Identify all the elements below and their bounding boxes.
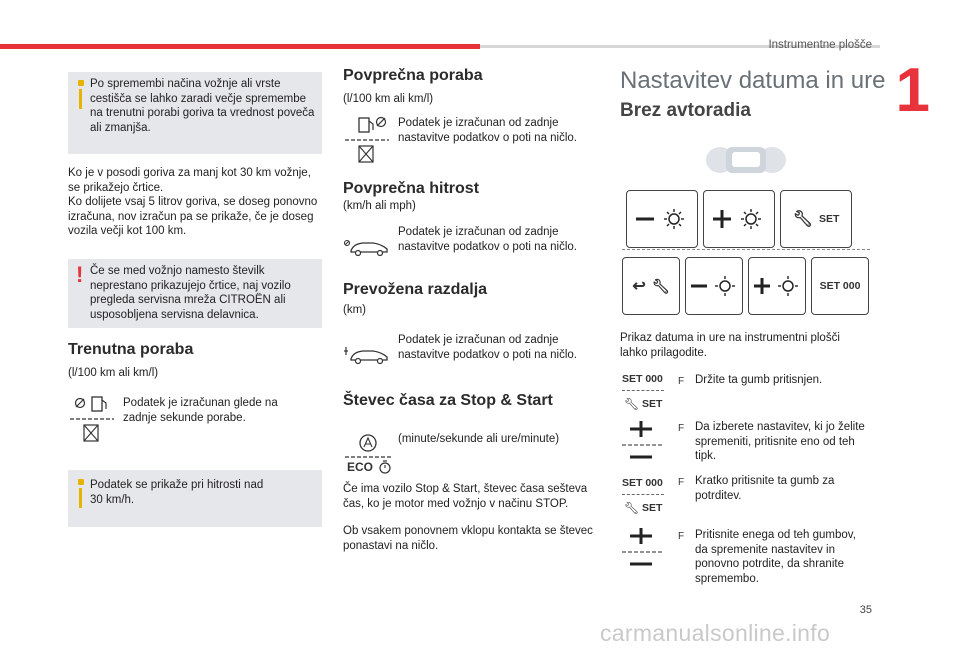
info-box-1 (68, 72, 322, 154)
wrench-icon: 🔧︎ (792, 211, 813, 228)
wrench-icon: 🔧︎ (624, 501, 640, 515)
info-text-2: Podatek se prikaže pri hitrosti nad 30 km/h. (90, 479, 264, 506)
subtitle: Brez avtoradia (620, 100, 751, 121)
info-bar (79, 89, 82, 109)
button-minus-brightness-2[interactable] (685, 257, 743, 315)
button-plus-brightness-2[interactable] (748, 257, 806, 315)
set000-label: SET 000 (622, 373, 663, 385)
fuel-paragraph-2: Ko dolijete vsaj 5 litrov goriva, se doseg ponovno izračuna, nov izračun pa se prikaže, če je doseg vozila večji kot 100 km. (68, 196, 318, 237)
instant-consumption-icon (68, 395, 116, 445)
unit-stop-start: (minute/sekunde ali ure/minute) (398, 433, 560, 445)
eco-label: ECO (347, 460, 374, 474)
unit-distance: (km) (343, 304, 366, 316)
average-consumption-icon (343, 114, 391, 164)
car-speed-icon (343, 235, 391, 259)
warning-icon: ! (76, 262, 84, 287)
set-label: SET (642, 398, 663, 410)
desc-average-speed: Podatek je izračunan od zadnje nastavitve podatkov o poti na ničlo. (398, 226, 578, 253)
button-wrench-set[interactable] (780, 190, 852, 248)
header-red-bar (0, 44, 480, 49)
step2-icon (620, 421, 668, 465)
step1-icon (620, 373, 668, 413)
step4-text: Pritisnite enega od teh gumbov, da spremenite nastavitev in ponovno potrdite, da shranite spremembo. (695, 529, 856, 585)
button-minus-brightness[interactable] (626, 190, 698, 248)
bullet-glyph: F (678, 376, 685, 387)
step3-icon (620, 477, 668, 517)
desc-distance: Podatek je izračunan od zadnje nastavitve podatkov o poti na ničlo. (398, 334, 578, 361)
fuel-paragraph-1: Ko je v posodi goriva za manj kot 30 km vožnje, se prikažejo črtice. (68, 167, 311, 194)
car-distance-icon (343, 343, 391, 367)
watermark: carmanualsonline.info (600, 620, 831, 646)
timer-icon (379, 460, 391, 479)
page-number: 35 (859, 604, 872, 616)
unit-current-consumption: (l/100 km ali km/l) (68, 367, 159, 379)
set000-label: SET 000 (622, 477, 663, 489)
button-plus-brightness[interactable] (703, 190, 775, 248)
step2-text: Da izberete nastavitev, ki jo želite spremeniti, pritisnite eno od teh tipk. (695, 421, 865, 462)
heading-distance: Prevožena razdalja (343, 281, 488, 298)
button-back-wrench[interactable] (622, 257, 680, 315)
dash-line (622, 494, 664, 495)
heading-average-speed: Povprečna hitrost (343, 180, 480, 197)
desc-stop-start-2: Ob vsakem ponovnem vklopu kontakta se števec ponastavi na ničlo. (343, 525, 593, 552)
set000-label: SET 000 (819, 280, 861, 292)
warning-text: Če se med vožnjo namesto številk neprestano prikazujejo črtice, naj vozilo pregleda servisna mreža CITROËN ali usposobljena servisna delavnica. (90, 265, 291, 321)
unit-average-speed: (km/h ali mph) (343, 200, 416, 212)
intro-text: Prikaz datuma in ure na instrumentni plošči lahko prilagodite. (620, 332, 840, 359)
heading-average-consumption: Povprečna poraba (343, 67, 483, 84)
desc-stop-start: Če ima vozilo Stop & Start, števec časa sešteva čas, ko je motor med vožnjo v načinu STOP. (343, 483, 588, 510)
warning-box (68, 259, 322, 328)
desc-average-consumption: Podatek je izračunan od zadnje nastavitve podatkov o poti na ničlo. (398, 117, 578, 144)
info-icon (78, 479, 84, 485)
info-box-2 (68, 470, 322, 527)
dashed-separator (622, 249, 870, 250)
info-icon (78, 80, 84, 86)
info-text-1: Po spremembi načina vožnje ali vrste cestišča se lahko zaradi večje spremembe na trenutni porabi goriva ta vrednost poveča ali zmanjša. (90, 78, 315, 134)
desc-current-consumption: Podatek je izračunan glede na zadnje sekunde porabe. (123, 397, 278, 424)
bullet-glyph: F (678, 531, 685, 542)
set-label: SET (818, 213, 840, 225)
step3-text: Kratko pritisnite ta gumb za potrditev. (695, 475, 835, 502)
unit-average-consumption: (l/100 km ali km/l) (343, 93, 434, 105)
instrument-cluster-icon (704, 143, 788, 177)
bullet-glyph: F (678, 423, 685, 434)
back-arrow-icon: ↩ (632, 278, 646, 295)
set-label: SET (642, 502, 663, 514)
heading-current-consumption: Trenutna poraba (68, 341, 194, 358)
wrench-icon: 🔧︎ (624, 397, 640, 411)
dash-line (622, 390, 664, 391)
heading-stop-start: Števec časa za Stop & Start (343, 392, 553, 409)
info-bar (79, 488, 82, 508)
section-title: Instrumentne plošče (768, 39, 872, 51)
step4-icon (620, 528, 668, 572)
step1-text: Držite ta gumb pritisnjen. (695, 374, 823, 386)
stop-start-icon (343, 433, 393, 475)
bullet-glyph: F (678, 477, 685, 488)
page-title: Nastavitev datuma in ure (620, 67, 886, 94)
wrench-icon: 🔧︎ (651, 277, 670, 294)
chapter-number: 1 (895, 56, 930, 125)
button-set-000[interactable] (811, 257, 869, 315)
